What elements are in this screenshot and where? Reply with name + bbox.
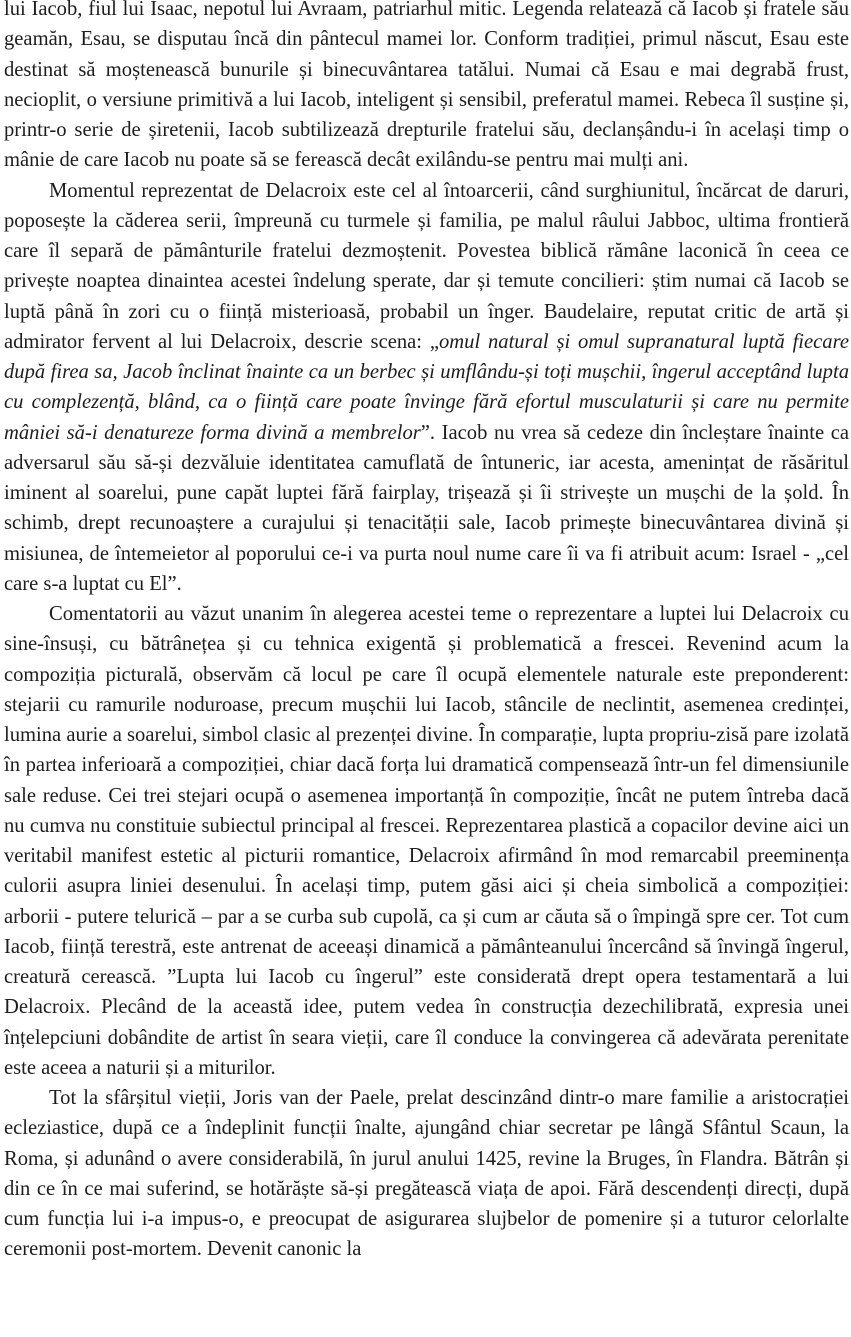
paragraph-commentators [4,599,849,1083]
paragraph-delacroix-moment [4,176,849,600]
paragraph-esau-iacob [4,0,849,176]
paragraph-text: Tot la sfârșitul vieții, Joris van der Paele, prelat descinzând dintr-o mare familie a aristocrației ecleziastice, după ce a îndeplinit funcții înalte, ajungând chiar secretar pe lângă Sfântul Scaun, la Roma, și adunând o avere considerabilă, în jurul anului 1425, revine la Bruges, în Flandra. Bătrân și din ce în ce mai suferind, se hotărăște să-și pregătească viața de apoi. Fără descendenți direcți, după cum funcția lui i-a impus-o, e preocupat de asigurarea slujbelor de pomenire și a tuturor celorlalte ceremonii post-mortem. Devenit canonic la [4,1087,849,1261]
paragraph-text: lui Iacob, fiul lui Isaac, nepotul lui Avraam, patriarhul mitic. Legenda relatează că Iacob și fratele său geamăn, Esau, se disputau încă din pântecul mamei lor. Conform tradiției, primul născut, Esau este destinat să moștenească bunurile și binecuvântarea tatălui. Numai că Esau e mai degrabă frust, necioplit, o versiune primitivă a lui Iacob, inteligent și sensibil, preferatul mamei. Rebeca îl susține și, printr-o serie de șiretenii, Iacob subtilizează drepturile fratelui său, declanșându-i în același timp o mânie de care Iacob nu poate să se ferească decât exilându-se pentru mai mulți ani. [4,0,849,172]
paragraph-text: Comentatorii au văzut unanim în alegerea acestei teme o reprezentare a luptei lui Delacroix cu sine-însuși, cu bătrânețea și cu tehnica exigentă și problematică a frescei. Revenind acum la compoziția picturală, observăm că locul pe care îl ocupă elementele naturale este preponderent: stejarii cu ramurile noduroase, precum mușchii lui Iacob, stâncile de neclintit, asemenea credinței, lumina aurie a soarelui, simbol clasic al prezenței divine. În comparație, lupta propriu-zisă pare izolată în partea inferioară a compoziției, chiar dacă forța lui dramatică compensează într-un fel dimensiunile sale reduse. Cei trei stejari ocupă o asemenea importanță în compoziție, încât ne putem întreba dacă nu cumva nu constituie subiectul principal al frescei. Reprezentarea plastică a copacilor devine aici un veritabil manifest estetic al picturii romantice, Delacroix afirmând în mod remarcabil preeminența culorii asupra liniei desenului. În același timp, putem găsi aici și cheia simbolică a compoziției: arborii - putere telurică – par a se curba sub cupolă, ca și cum ar căuta să o împingă spre cer. Tot cum Iacob, ființă terestră, este antrenat de aceeași dinamică a pământeanului încercând să învingă îngerul, creatură cerească. ”Lupta lui Iacob cu îngerul” este considerată drept opera testamentară a lui Delacroix. Plecând de la această idee, putem vedea în construcția dezechilibrată, expresia unei înțelepciuni dobândite de artist în seara vieții, care îl conduce la convingerea că adevărata perenitate este aceea a naturii și a miturilor. [4,603,849,1079]
baudelaire-quote: omul natural și omul supranatural luptă fiecare după firea sa, Jacob înclinat înainte ca un berbec și umflându-și toți mușchii, îngerul acceptând lupta cu complezență, blând, ca o ființă care poate învinge fără efortul musculaturii și care nu permite mâniei să-i denatureze forma divină a membrelor [4,330,849,444]
paragraph-text: Momentul reprezentat de Delacroix este cel al întoarcerii, când surghiunitul, încărcat de daruri, poposește la căderea serii, împreună cu turmele și familia, pe malul râului Jabboc, ultima frontieră care îl separă de pământurile fratelui dezmoștenit. Povestea biblică rămâne laconică în ceea ce privește noaptea dinaintea acestei îndelung sperate, dar și temute concilieri: știm numai că Iacob se luptă până în zori cu o ființă misterioasă, probabil un înger. Baudelaire, reputat critic de artă și admirator fervent al lui Delacroix, descrie scena: „ [4,179,849,353]
paragraph-van-der-paele [4,1083,849,1265]
document-page [4,0,849,1265]
paragraph-text: ”. Iacob nu vrea să cedeze din încleștare înainte ca adversarul său să-și dezvăluie identitatea camuflată de întuneric, iar acesta, amenințat de răsăritul iminent al soarelui, pune capăt luptei fără fairplay, trișează și îi strivește un mușchi de la șold. În schimb, drept recunoaștere a curajului și tenacității sale, Iacob primește binecuvântarea divină și misiunea, de întemeietor al poporului ce-i va purta noul nume care îi va fi atribuit acum: Israel - „cel care s-a luptat cu El”. [4,421,849,595]
